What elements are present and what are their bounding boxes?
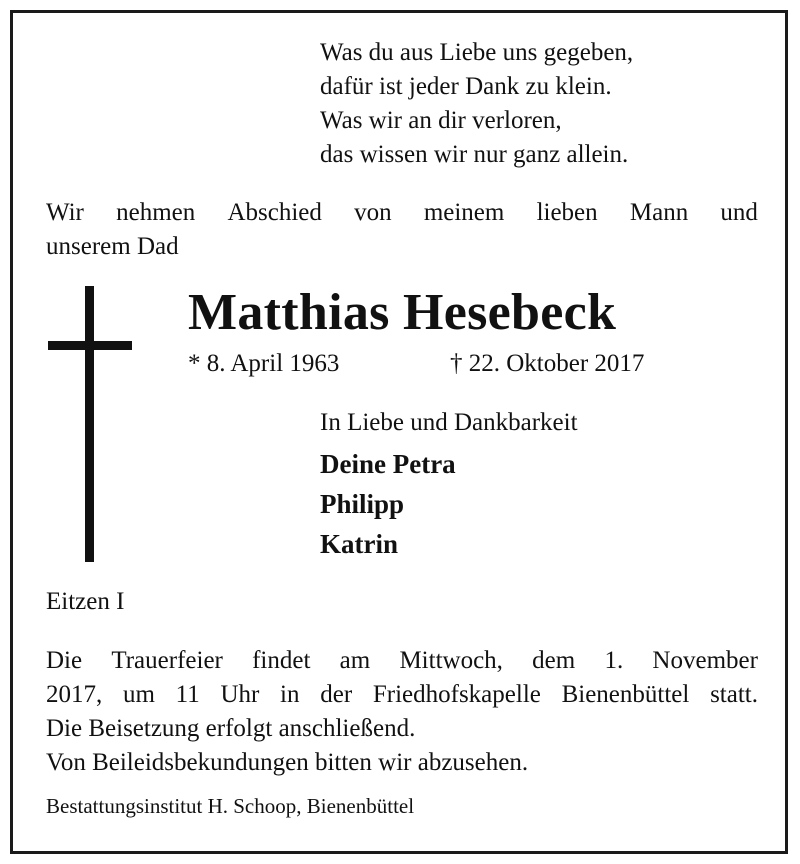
poem: [320, 36, 633, 172]
mourners-block: [320, 406, 578, 564]
mourner-name: Katrin: [320, 529, 398, 559]
service-word: am: [339, 647, 371, 674]
intro-line-2: unserem Dad: [46, 233, 179, 260]
service-word: Mittwoch,: [399, 647, 503, 674]
service-word: 11: [175, 681, 200, 708]
intro-word: nehmen: [116, 199, 196, 226]
intro-word: und: [720, 199, 758, 226]
intro-word: Mann: [629, 199, 689, 226]
birth-date: * 8. April 1963: [188, 350, 340, 377]
poem-line: das wissen wir nur ganz allein.: [320, 141, 629, 168]
farewell-intro: [46, 196, 758, 264]
intro-word: von: [354, 199, 392, 226]
poem-line: Was du aus Liebe uns gegeben,: [320, 39, 634, 66]
service-word: 2017,: [46, 681, 103, 708]
service-word: Uhr: [220, 681, 260, 708]
place-name: Eitzen I: [46, 588, 125, 615]
service-line-3: Die Beisetzung erfolgt anschließend.: [46, 715, 416, 742]
mourners-intro: In Liebe und Dankbarkeit: [320, 409, 578, 436]
mourner-name: Philipp: [320, 489, 405, 519]
service-word: statt.: [710, 681, 758, 708]
service-line-1: [46, 644, 758, 678]
service-word: dem: [532, 647, 576, 674]
service-word: Die: [46, 647, 83, 674]
latin-cross-icon: [48, 286, 132, 562]
funeral-home: Bestattungsinstitut H. Schoop, Bienenbüttel: [46, 794, 415, 818]
poem-line: dafür ist jeder Dank zu klein.: [320, 73, 612, 100]
intro-line-1: [46, 196, 758, 230]
service-word: Friedhofskapelle: [372, 681, 541, 708]
funeral-service-info: [46, 644, 758, 780]
mourner-name: Deine Petra: [320, 449, 456, 479]
service-word: November: [652, 647, 758, 674]
service-line-2: [46, 678, 758, 712]
service-word: Bienenbüttel: [561, 681, 690, 708]
service-word: um: [122, 681, 155, 708]
service-word: in: [280, 681, 300, 708]
service-word: findet: [252, 647, 311, 674]
service-word: Trauerfeier: [111, 647, 223, 674]
poem-line: Was wir an dir verloren,: [320, 107, 562, 134]
death-date: † 22. Oktober 2017: [450, 350, 645, 377]
service-word: 1.: [604, 647, 624, 674]
service-line-4: Von Beileidsbekundungen bitten wir abzusehen.: [46, 749, 529, 776]
service-word: der: [320, 681, 353, 708]
intro-word: Abschied: [227, 199, 322, 226]
deceased-name: Matthias Hesebeck: [188, 284, 617, 341]
intro-word: lieben: [536, 199, 598, 226]
intro-word: Wir: [46, 199, 84, 226]
intro-word: meinem: [423, 199, 505, 226]
